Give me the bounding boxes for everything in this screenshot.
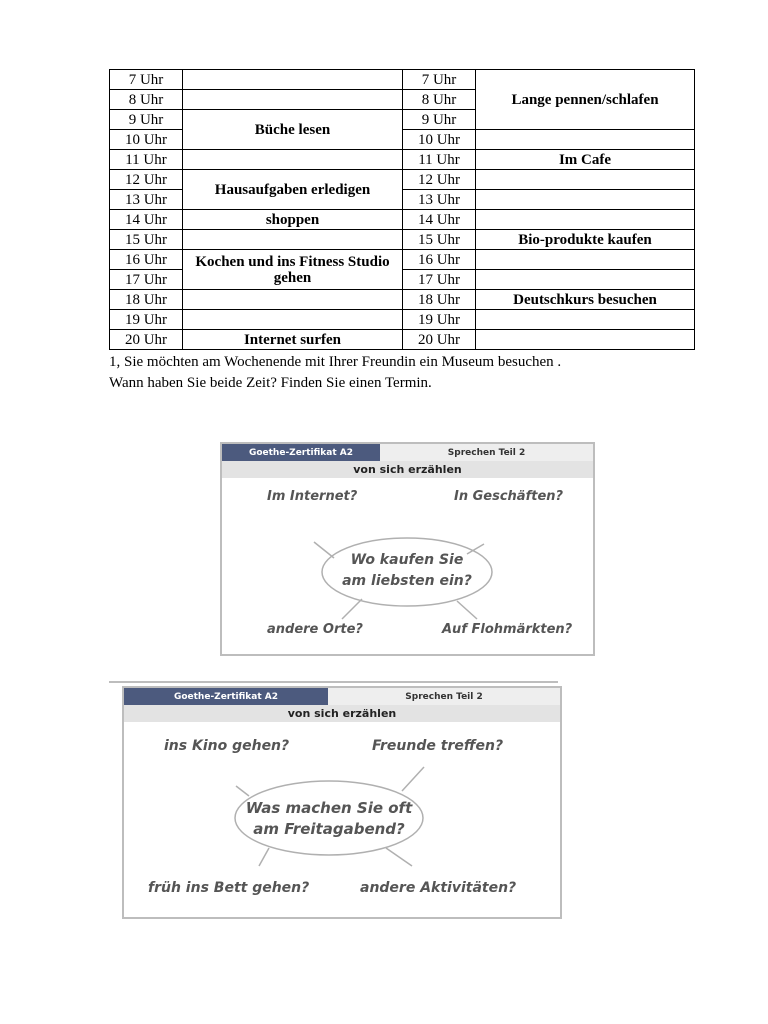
card-header	[124, 688, 560, 705]
activity-cell	[183, 90, 403, 110]
time-cell: 17 Uhr	[403, 270, 476, 290]
prompt-top-right: In Geschäften?	[454, 489, 564, 504]
time-cell: 13 Uhr	[403, 190, 476, 210]
time-cell: 12 Uhr	[403, 170, 476, 190]
table-row	[110, 230, 695, 250]
activity-cell	[183, 310, 403, 330]
header-title: Goethe-Zertifikat A2	[222, 444, 380, 461]
activity-cell	[476, 330, 695, 350]
time-cell: 15 Uhr	[110, 230, 183, 250]
activity-cell	[476, 190, 695, 210]
time-cell: 7 Uhr	[110, 70, 183, 90]
task-line: 1, Sie möchten am Wochenende mit Ihrer Freundin ein Museum besuchen .	[109, 354, 562, 370]
header-part: Sprechen Teil 2	[328, 688, 560, 705]
activity-cell	[476, 310, 695, 330]
time-cell: 9 Uhr	[403, 110, 476, 130]
time-cell: 15 Uhr	[403, 230, 476, 250]
center-question	[322, 550, 492, 592]
table-row	[110, 290, 695, 310]
divider	[109, 681, 558, 683]
table-row	[110, 330, 695, 350]
time-cell: 20 Uhr	[403, 330, 476, 350]
time-cell: 10 Uhr	[110, 130, 183, 150]
time-cell: 19 Uhr	[403, 310, 476, 330]
activity-cell-shopping: shoppen	[183, 210, 403, 230]
connector-line	[386, 848, 412, 866]
header-title: Goethe-Zertifikat A2	[124, 688, 328, 705]
time-cell: 12 Uhr	[110, 170, 183, 190]
schedule-table	[109, 69, 695, 350]
activity-cell-books: Büche lesen	[183, 110, 403, 150]
time-cell: 16 Uhr	[110, 250, 183, 270]
time-cell: 13 Uhr	[110, 190, 183, 210]
time-cell: 14 Uhr	[403, 210, 476, 230]
table-row	[110, 150, 695, 170]
card-subheader: von sich erzählen	[124, 705, 560, 722]
activity-cell	[476, 250, 695, 270]
activity-cell	[183, 70, 403, 90]
activity-cell	[476, 170, 695, 190]
time-cell: 9 Uhr	[110, 110, 183, 130]
time-cell: 7 Uhr	[403, 70, 476, 90]
time-cell: 14 Uhr	[110, 210, 183, 230]
connector-line	[259, 848, 269, 866]
activity-cell	[183, 150, 403, 170]
center-line: Was machen Sie oft	[245, 799, 413, 817]
activity-cell	[476, 130, 695, 150]
activity-cell-homework: Hausaufgaben erledigen	[183, 170, 403, 210]
task-instruction	[109, 352, 729, 394]
connector-line	[402, 767, 424, 791]
prompt-bottom-left: andere Orte?	[267, 622, 363, 637]
time-cell: 16 Uhr	[403, 250, 476, 270]
time-cell: 11 Uhr	[110, 150, 183, 170]
activity-cell	[183, 290, 403, 310]
time-cell: 19 Uhr	[110, 310, 183, 330]
task-line: Wann haben Sie beide Zeit? Finden Sie einen Termin.	[109, 375, 432, 391]
prompt-bottom-right: Auf Flohmärkten?	[442, 622, 573, 637]
prompt-top-right: Freunde treffen?	[372, 738, 504, 754]
time-cell: 18 Uhr	[403, 290, 476, 310]
center-line: am liebsten ein?	[342, 573, 472, 589]
time-cell: 18 Uhr	[110, 290, 183, 310]
time-cell: 8 Uhr	[403, 90, 476, 110]
table-row	[110, 170, 695, 190]
prompt-bottom-right: andere Aktivitäten?	[360, 880, 517, 896]
prompt-top-left: Im Internet?	[267, 489, 358, 504]
activity-cell	[183, 230, 403, 250]
activity-cell-internet: Internet surfen	[183, 330, 403, 350]
time-cell: 20 Uhr	[110, 330, 183, 350]
table-row	[110, 310, 695, 330]
activity-cell-sleep: Lange pennen/schlafen	[476, 70, 695, 130]
time-cell: 8 Uhr	[110, 90, 183, 110]
card-subheader: von sich erzählen	[222, 461, 593, 478]
connector-line	[342, 599, 362, 619]
exam-card-shopping	[220, 442, 595, 656]
exam-card-friday	[122, 686, 562, 919]
time-cell: 11 Uhr	[403, 150, 476, 170]
header-part: Sprechen Teil 2	[380, 444, 593, 461]
card-header	[222, 444, 593, 461]
connector-line	[457, 601, 477, 619]
prompt-bottom-left: früh ins Bett gehen?	[148, 880, 310, 896]
table-row	[110, 210, 695, 230]
table-row	[110, 250, 695, 270]
activity-cell	[476, 270, 695, 290]
connector-line	[236, 786, 249, 796]
activity-cell-cafe: Im Cafe	[476, 150, 695, 170]
table-row	[110, 70, 695, 90]
time-cell: 17 Uhr	[110, 270, 183, 290]
activity-cell-bio: Bio-produkte kaufen	[476, 230, 695, 250]
time-cell: 10 Uhr	[403, 130, 476, 150]
center-line: Wo kaufen Sie	[350, 552, 464, 568]
activity-cell-course: Deutschkurs besuchen	[476, 290, 695, 310]
center-question	[224, 798, 434, 840]
center-line: am Freitagabend?	[253, 820, 405, 838]
prompt-top-left: ins Kino gehen?	[164, 738, 290, 754]
activity-cell-cooking: Kochen und ins Fitness Studio gehen	[183, 250, 403, 290]
activity-cell	[476, 210, 695, 230]
